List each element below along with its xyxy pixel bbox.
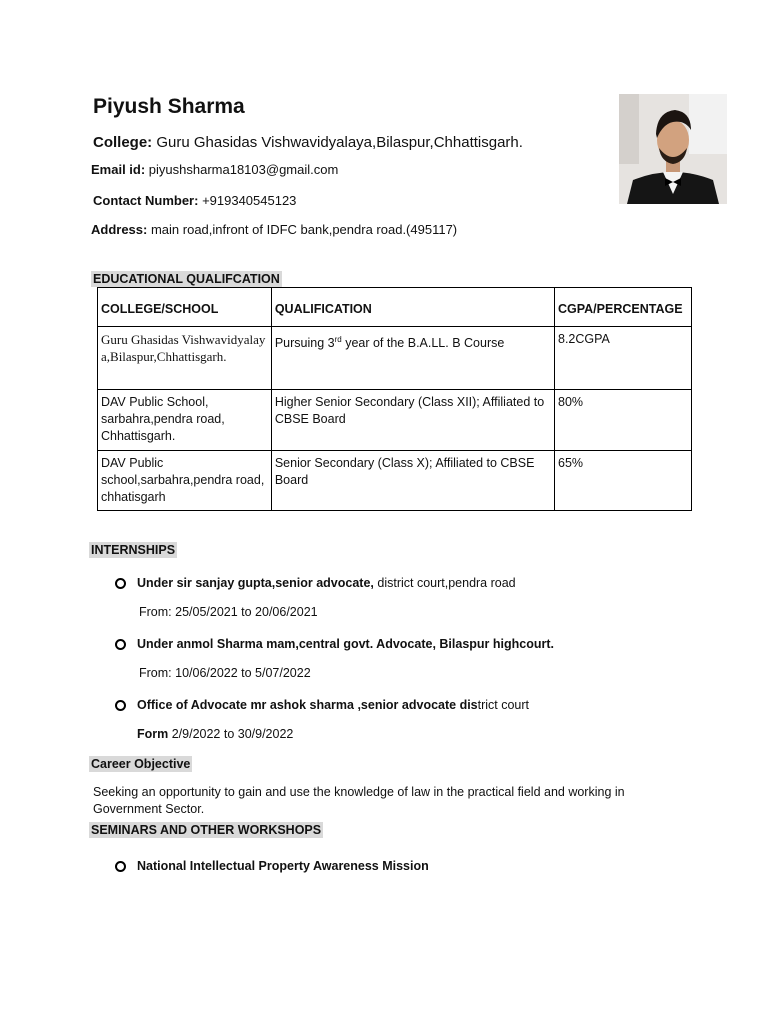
career-text: Seeking an opportunity to gain and use the knowledge of law in the practical field and working in Government Sector. xyxy=(93,785,625,816)
column-header: QUALIFICATION xyxy=(271,288,554,327)
candidate-name: Piyush Sharma xyxy=(93,95,245,118)
bullet-icon xyxy=(115,639,126,650)
seminars-heading: SEMINARS AND OTHER WORKSHOPS xyxy=(91,823,322,837)
school-cell: DAV Public school,sarbahra,pendra road, chhatisgarh xyxy=(98,451,272,511)
college-value: Guru Ghasidas Vishwavidyalaya,Bilaspur,Chhattisgarh. xyxy=(152,134,523,151)
table-row xyxy=(98,390,692,451)
internship-item xyxy=(137,576,516,590)
address-label: Address: xyxy=(91,222,148,237)
contact-label: Contact Number: xyxy=(93,193,199,208)
qualification-cell: Higher Senior Secondary (Class XII); Affiliated to CBSE Board xyxy=(271,390,554,451)
qualification-text: year of the B.A.LL. B Course xyxy=(341,336,505,351)
school-cell: DAV Public School, sarbahra,pendra road, Chhattisgarh. xyxy=(98,390,272,451)
education-heading: EDUCATIONAL QUALIFCATION xyxy=(93,272,280,286)
internship-dates xyxy=(139,605,318,619)
career-heading: Career Objective xyxy=(91,757,191,771)
internship-dates xyxy=(137,727,293,741)
address-value: main road,infront of IDFC bank,pendra road.(495117) xyxy=(147,222,458,237)
internship-title: Office of Advocate mr ashok sharma ,senior advocate dis xyxy=(137,698,478,712)
internship-item xyxy=(137,698,529,712)
score-cell: 8.2CGPA xyxy=(555,327,692,390)
bullet-icon xyxy=(115,578,126,589)
internships-heading: INTERNSHIPS xyxy=(91,543,176,557)
seminar-item: National Intellectual Property Awareness Mission xyxy=(137,859,429,873)
date-value: 25/05/2021 to 20/06/2021 xyxy=(171,605,318,619)
score-cell: 80% xyxy=(555,390,692,451)
contact-value: +919340545123 xyxy=(198,193,297,208)
internship-detail: district court,pendra road xyxy=(373,576,516,590)
school-cell: Guru Ghasidas Vishwavidyalaya,Bilaspur,Chhattisgarh. xyxy=(98,327,272,390)
bullet-icon xyxy=(115,861,126,872)
college-label: College: xyxy=(93,134,153,151)
bullet-icon xyxy=(115,700,126,711)
internship-title: Under anmol Sharma mam,central govt. Advocate, Bilaspur highcourt. xyxy=(137,637,554,651)
internship-dates xyxy=(139,666,311,680)
profile-photo xyxy=(619,94,727,204)
education-table xyxy=(97,287,692,511)
date-label: From: xyxy=(139,666,172,680)
contact-line xyxy=(93,193,296,208)
address-line xyxy=(91,222,457,237)
internship-item xyxy=(137,637,554,651)
score-cell: 65% xyxy=(555,451,692,511)
table-row xyxy=(98,327,692,390)
email-line xyxy=(91,162,338,177)
email-label: Email id: xyxy=(91,162,146,177)
date-value: 10/06/2022 to 5/07/2022 xyxy=(171,666,311,680)
internship-title: Under sir sanjay gupta,senior advocate, xyxy=(137,576,374,590)
date-value: 2/9/2022 to 30/9/2022 xyxy=(168,727,294,741)
qualification-cell: Senior Secondary (Class X); Affiliated to CBSE Board xyxy=(271,451,554,511)
qualification-cell xyxy=(271,327,554,390)
qualification-text: Pursuing 3 xyxy=(274,336,335,351)
qualification-superscript: rd xyxy=(334,335,342,344)
email-value: piyushsharma18103@gmail.com xyxy=(145,162,339,177)
column-header: CGPA/PERCENTAGE xyxy=(555,288,692,327)
date-label: Form xyxy=(137,727,169,741)
date-label: From: xyxy=(139,605,172,619)
table-header-row xyxy=(98,288,692,327)
internship-detail: trict court xyxy=(477,698,530,712)
college-line xyxy=(93,134,523,151)
column-header: COLLEGE/SCHOOL xyxy=(98,288,272,327)
table-row xyxy=(98,451,692,511)
